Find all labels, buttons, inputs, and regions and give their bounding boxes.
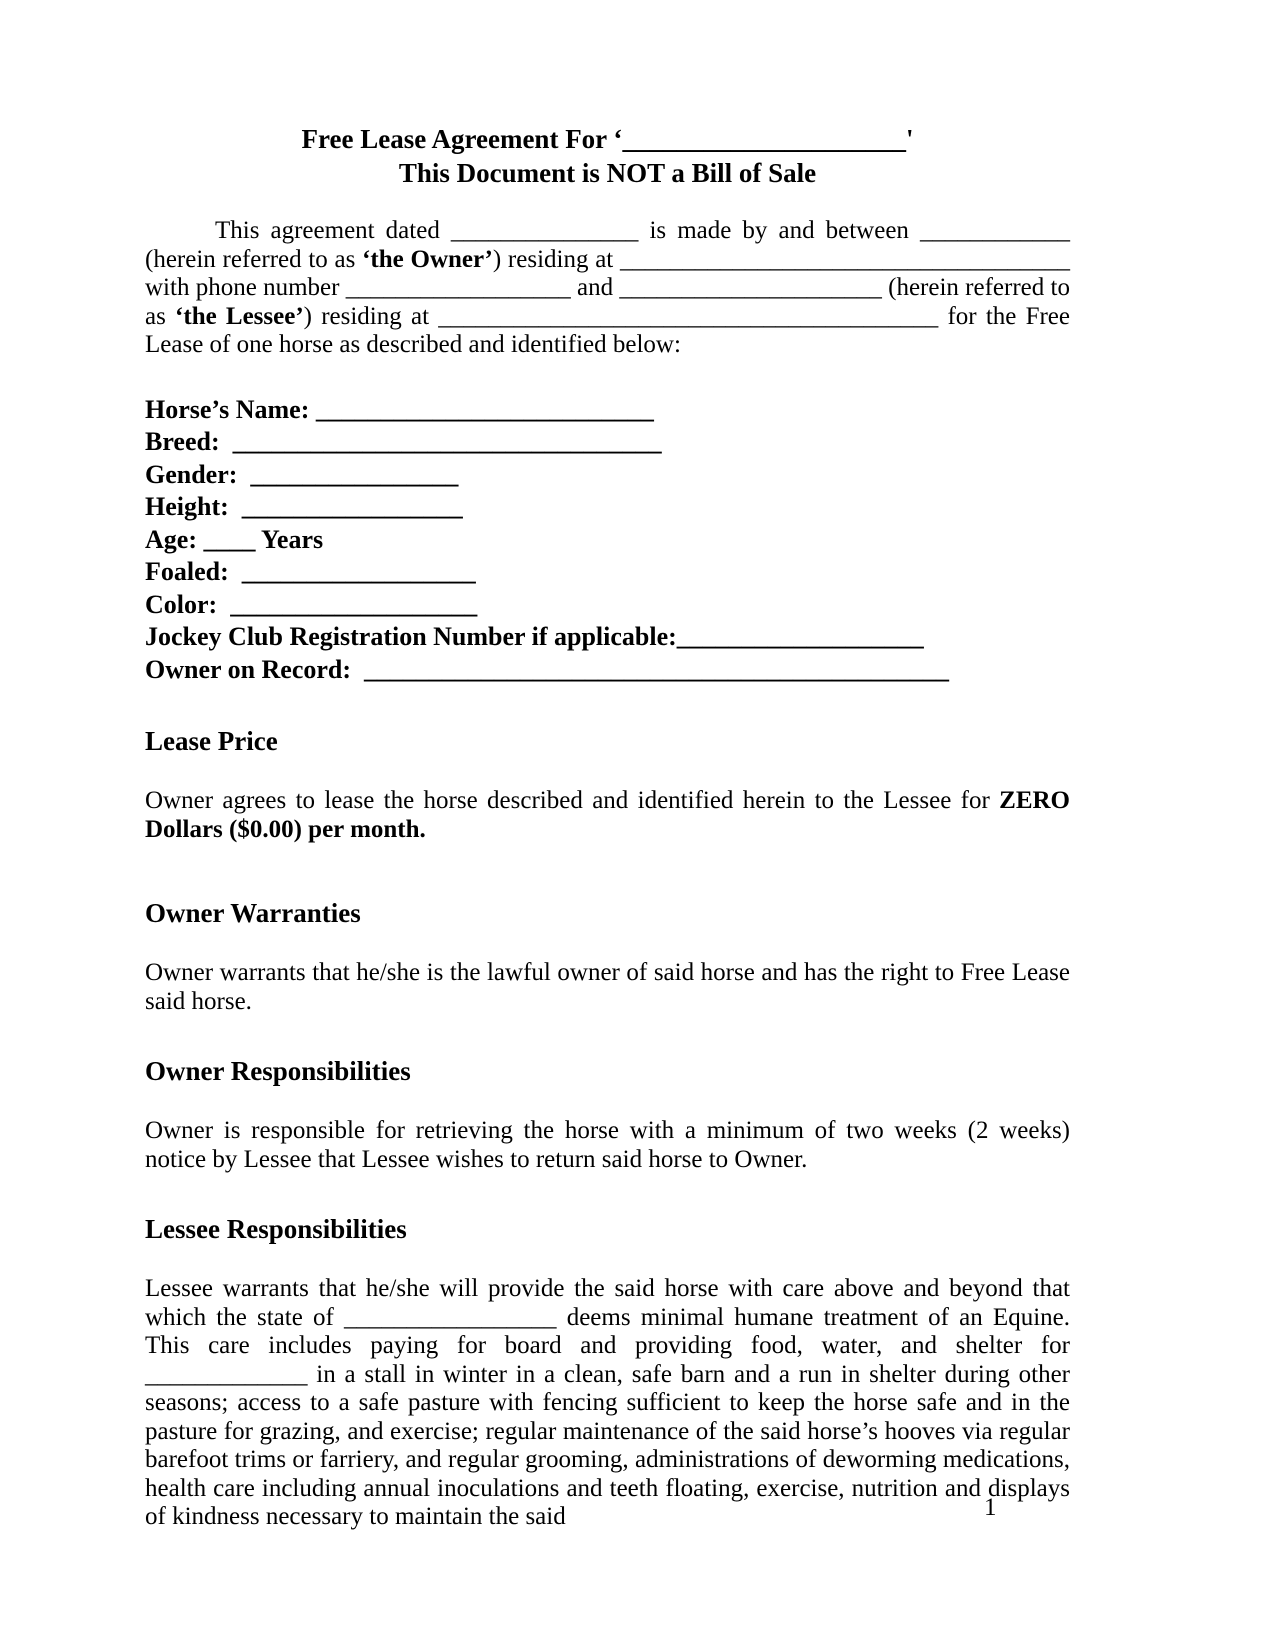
text-run: Age: [145,524,204,554]
blank-line: _________________ [241,492,463,521]
field-owner-on-record [145,654,1070,687]
text-run: with phone number [145,274,346,301]
text-run: Horse’s Name: [145,394,316,424]
blank-line: _____________________ [622,124,906,154]
text-run: Owner is responsible for retrieving the horse with a minimum of two weeks (2 weeks) notice by Lessee that Lessee wishes to return said horse to Owner. [145,1117,1070,1173]
bold-text-run: ZERO Dollars ($0.00) per month. [145,787,1070,843]
blank-line: ___________________ [676,622,924,651]
text-run: deems minimal humane treatment of an Equine. This care includes paying for board and providing food, water, and shelter for [145,1303,1071,1359]
intro-paragraph [145,217,1070,360]
blank-line: _________________________________ [232,427,662,456]
blank-line: ___________________ [230,589,478,619]
blank-line: ________________________________________ [438,302,939,330]
section-heading-owner-warranties: Owner Warranties [145,898,361,928]
text-run: Height: [145,492,242,521]
text-run: Years [255,524,324,554]
field-jockey-club-registration-number [145,621,1070,654]
document-header [145,122,1070,190]
text-run: (herein referred to as [145,274,1070,330]
field-gender [145,459,1070,492]
text-run: ) residing at [492,245,620,273]
section-heading-owner-responsibilities: Owner Responsibilities [145,1056,411,1086]
field-height [145,491,1070,524]
text-run: Owner agrees to lease the horse described and identified herein to the Lessee for [145,787,1000,814]
blank-line: ____________________________________ [620,245,1070,273]
horse-details-block [145,394,1070,687]
section-owner-responsibilities [145,1056,1070,1174]
section-owner-warranties [145,898,1070,1016]
blank-line: _________________ [344,1303,557,1331]
text-run: ' [905,124,914,154]
bold-text-run: ‘the Lessee’ [175,302,304,330]
blank-line: ____ [203,524,256,554]
blank-line: ________________ [250,459,459,489]
text-run: This agreement dated [215,217,451,244]
text-run: Free Lease Agreement For ‘ [301,124,623,154]
field-foaled [145,556,1070,589]
blank-line: _____________________________________________ [364,654,950,684]
text-run: Lessee warrants that he/she will provide the said horse with care above and beyond that which the state of [145,1275,1070,1331]
lease-price-paragraph [145,787,1070,844]
text-run: Owner warrants that he/she is the lawful owner of said horse and has the right to Free Lease said horse. [145,959,1070,1015]
lessee-responsibilities-paragraph [145,1275,1070,1532]
field-color [145,589,1070,622]
section-heading-lease-price: Lease Price [145,726,278,756]
owner-responsibilities-paragraph [145,1117,1070,1174]
text-run: in a stall in winter in a clean, safe barn and a run in shelter during other seasons; access to a safe pasture with fencing sufficient to keep the horse safe and in the pasture for grazing, and exercise; regular maintenance of the said horse’s hooves via regular barefoot trims or farriery, and regular grooming, administrations of deworming medications, health care including annual inoculations and teeth floating, exercise, nutrition and displays of kindness necessary to maintain the said [145,1360,1070,1530]
section-lease-price [145,726,1070,844]
text-run: Foaled: [145,557,242,586]
field-horses-name [145,394,1070,427]
blank-line: _____________ [145,1360,308,1388]
text-run: for the Free Lease of one horse as described and identified below: [145,302,1070,358]
owner-warranties-paragraph [145,959,1070,1016]
page-number: 1 [984,1494,997,1521]
blank-line: _____________________ [619,274,882,301]
blank-line: __________________________ [315,394,654,424]
text-run: Gender: [145,459,251,489]
field-breed [145,426,1070,459]
text-run: and [570,274,620,301]
text-run: ) residing at [303,302,439,330]
blank-line: ____________ [920,217,1070,244]
blank-line: _______________ [450,217,639,244]
text-run: Owner on Record: [145,654,365,684]
text-run: is made by and between [638,217,920,244]
field-age [145,524,1070,557]
document-title-line-1 [145,122,1070,156]
text-run: Color: [145,589,231,619]
section-lessee-responsibilities [145,1214,1070,1532]
text-run: (herein referred to as [145,245,363,273]
text-run: Breed: [145,427,233,456]
blank-line: __________________ [345,274,571,301]
blank-line: __________________ [241,557,476,586]
text-run: Jockey Club Registration Number if applicable: [145,622,677,651]
section-heading-lessee-responsibilities: Lessee Responsibilities [145,1214,407,1244]
bold-text-run: ‘the Owner’ [362,245,493,273]
document-title-line-2: This Document is NOT a Bill of Sale [398,158,817,188]
